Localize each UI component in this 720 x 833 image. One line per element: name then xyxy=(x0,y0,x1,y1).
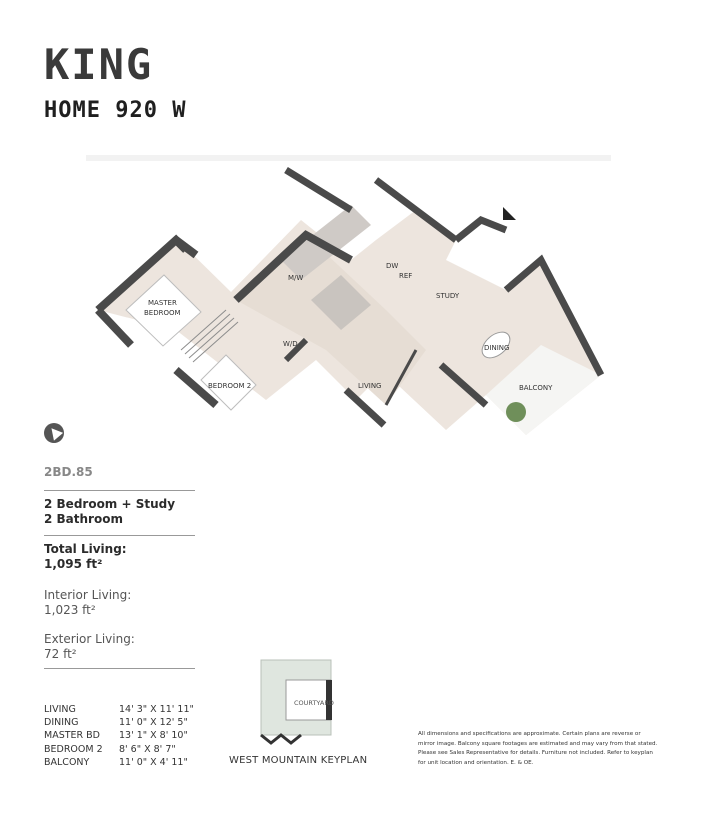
room-size: 14' 3" X 11' 11" xyxy=(119,704,194,715)
compass-icon xyxy=(44,423,64,443)
divider xyxy=(44,668,195,669)
interior-living-label: Interior Living: xyxy=(44,588,132,602)
svg-text:DINING: DINING xyxy=(484,344,510,352)
floor-plan xyxy=(86,150,616,460)
disclaimer-text: All dimensions and specifications are approximate. Certain plans are reverse or mirror image. Balcony square footages are estimated and may vary from that stated. Please see Sales Representative for details. Furniture not included. Refer to keyplan for unit location and orientation. E. & OE. xyxy=(418,731,658,766)
exterior-living-value: 72 ft² xyxy=(44,647,77,661)
keyplan-label: WEST MOUNTAIN KEYPLAN xyxy=(229,755,368,766)
svg-text:REF: REF xyxy=(399,272,413,280)
north-arrow-icon xyxy=(503,207,516,220)
room-name: BALCONY xyxy=(44,756,90,768)
room-size: 11' 0" X 12' 5" xyxy=(119,717,188,729)
unit-code: 2BD.85 xyxy=(44,465,93,479)
bathrooms-text: 2 Bathroom xyxy=(44,512,123,526)
dimension-row xyxy=(44,703,194,716)
courtyard-label: COURTYARD xyxy=(294,699,334,707)
room-size: 13' 1" X 8' 10" xyxy=(119,730,188,742)
divider xyxy=(44,535,195,536)
room-size: 8' 6" X 8' 7" xyxy=(119,743,176,755)
svg-text:LIVING: LIVING xyxy=(358,382,382,390)
svg-text:M/W: M/W xyxy=(288,274,304,282)
svg-text:W/D: W/D xyxy=(283,340,298,348)
svg-text:BEDROOM 2: BEDROOM 2 xyxy=(208,382,252,390)
brand-logo: KING xyxy=(44,40,154,89)
svg-text:STUDY: STUDY xyxy=(436,292,460,300)
total-living-label: Total Living: xyxy=(44,542,127,556)
home-title: HOME 920 W xyxy=(44,98,187,123)
room-name: LIVING xyxy=(44,704,76,715)
bedrooms-text: 2 Bedroom + Study xyxy=(44,497,176,511)
exterior-living-label: Exterior Living: xyxy=(44,632,135,646)
total-living-value: 1,095 ft² xyxy=(44,557,103,571)
divider xyxy=(44,490,195,491)
dimension-row xyxy=(44,756,194,769)
room-name: DINING xyxy=(44,717,79,729)
svg-text:BALCONY: BALCONY xyxy=(519,384,553,392)
dimension-row xyxy=(44,743,194,756)
balcony-tree xyxy=(506,402,526,422)
svg-text:MASTER: MASTER xyxy=(148,299,177,307)
dimension-row xyxy=(44,729,194,742)
keyplan-map xyxy=(256,655,338,745)
dimension-row xyxy=(44,716,194,729)
interior-living-value: 1,023 ft² xyxy=(44,603,96,617)
svg-text:BEDROOM: BEDROOM xyxy=(144,309,181,317)
room-name: BEDROOM 2 xyxy=(44,743,103,755)
room-size: 11' 0" X 4' 11" xyxy=(119,756,188,768)
dimensions-table xyxy=(44,703,194,769)
room-name: MASTER BD xyxy=(44,730,100,742)
svg-text:DW: DW xyxy=(386,262,399,270)
